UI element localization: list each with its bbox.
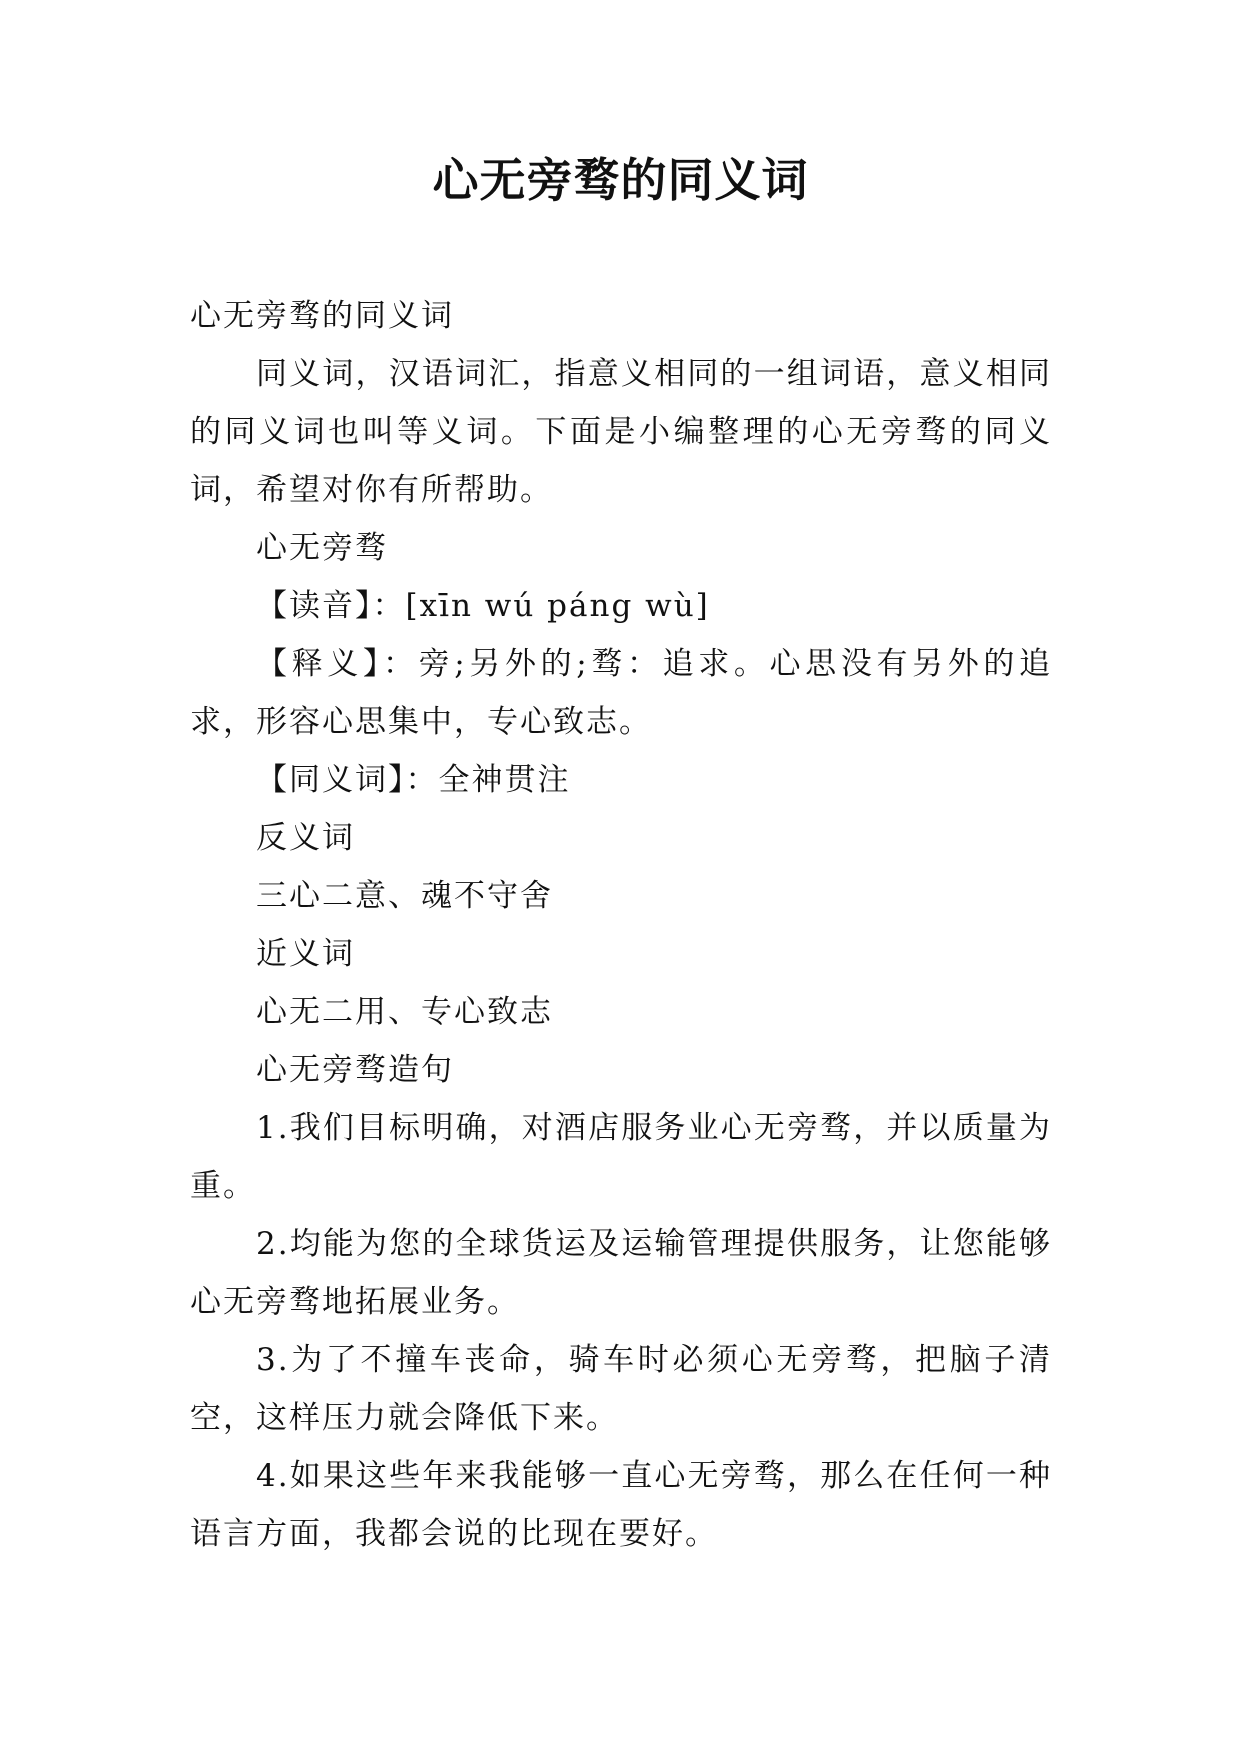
section-heading: 心无旁骛的同义词	[190, 298, 454, 334]
example-sentence-4: 4.如果这些年来我能够一直心无旁骛，那么在任何一种语言方面，我都会说的比现在要好。	[190, 1458, 1052, 1552]
near-synonym-heading: 近义词	[256, 936, 355, 972]
document-title: 心无旁骛的同义词	[432, 153, 809, 207]
document-body	[190, 287, 1052, 1563]
example-sentence-1: 1.我们目标明确，对酒店服务业心无旁骛，并以质量为重。	[190, 1110, 1052, 1204]
antonym-list: 三心二意、魂不守舍	[256, 878, 553, 914]
intro-paragraph: 同义词，汉语词汇，指意义相同的一组词语，意义相同的同义词也叫等义词。下面是小编整理的心无旁骛的同义词，希望对你有所帮助。	[190, 356, 1052, 508]
near-synonym-list: 心无二用、专心致志	[256, 994, 553, 1030]
antonym-heading: 反义词	[256, 820, 355, 856]
pronunciation-line: 【读音】：[xīn wú páng wù]	[256, 588, 710, 624]
definition-paragraph: 【释义】：旁;另外的;骛：追求。心思没有另外的追求，形容心思集中，专心致志。	[190, 646, 1052, 740]
idiom-term: 心无旁骛	[256, 530, 388, 566]
example-sentence-3: 3.为了不撞车丧命，骑车时必须心无旁骛，把脑子清空，这样压力就会降低下来。	[190, 1342, 1052, 1436]
synonym-line: 【同义词】：全神贯注	[256, 762, 571, 798]
example-sentence-2: 2.均能为您的全球货运及运输管理提供服务，让您能够心无旁骛地拓展业务。	[190, 1226, 1052, 1320]
example-heading: 心无旁骛造句	[256, 1052, 454, 1088]
